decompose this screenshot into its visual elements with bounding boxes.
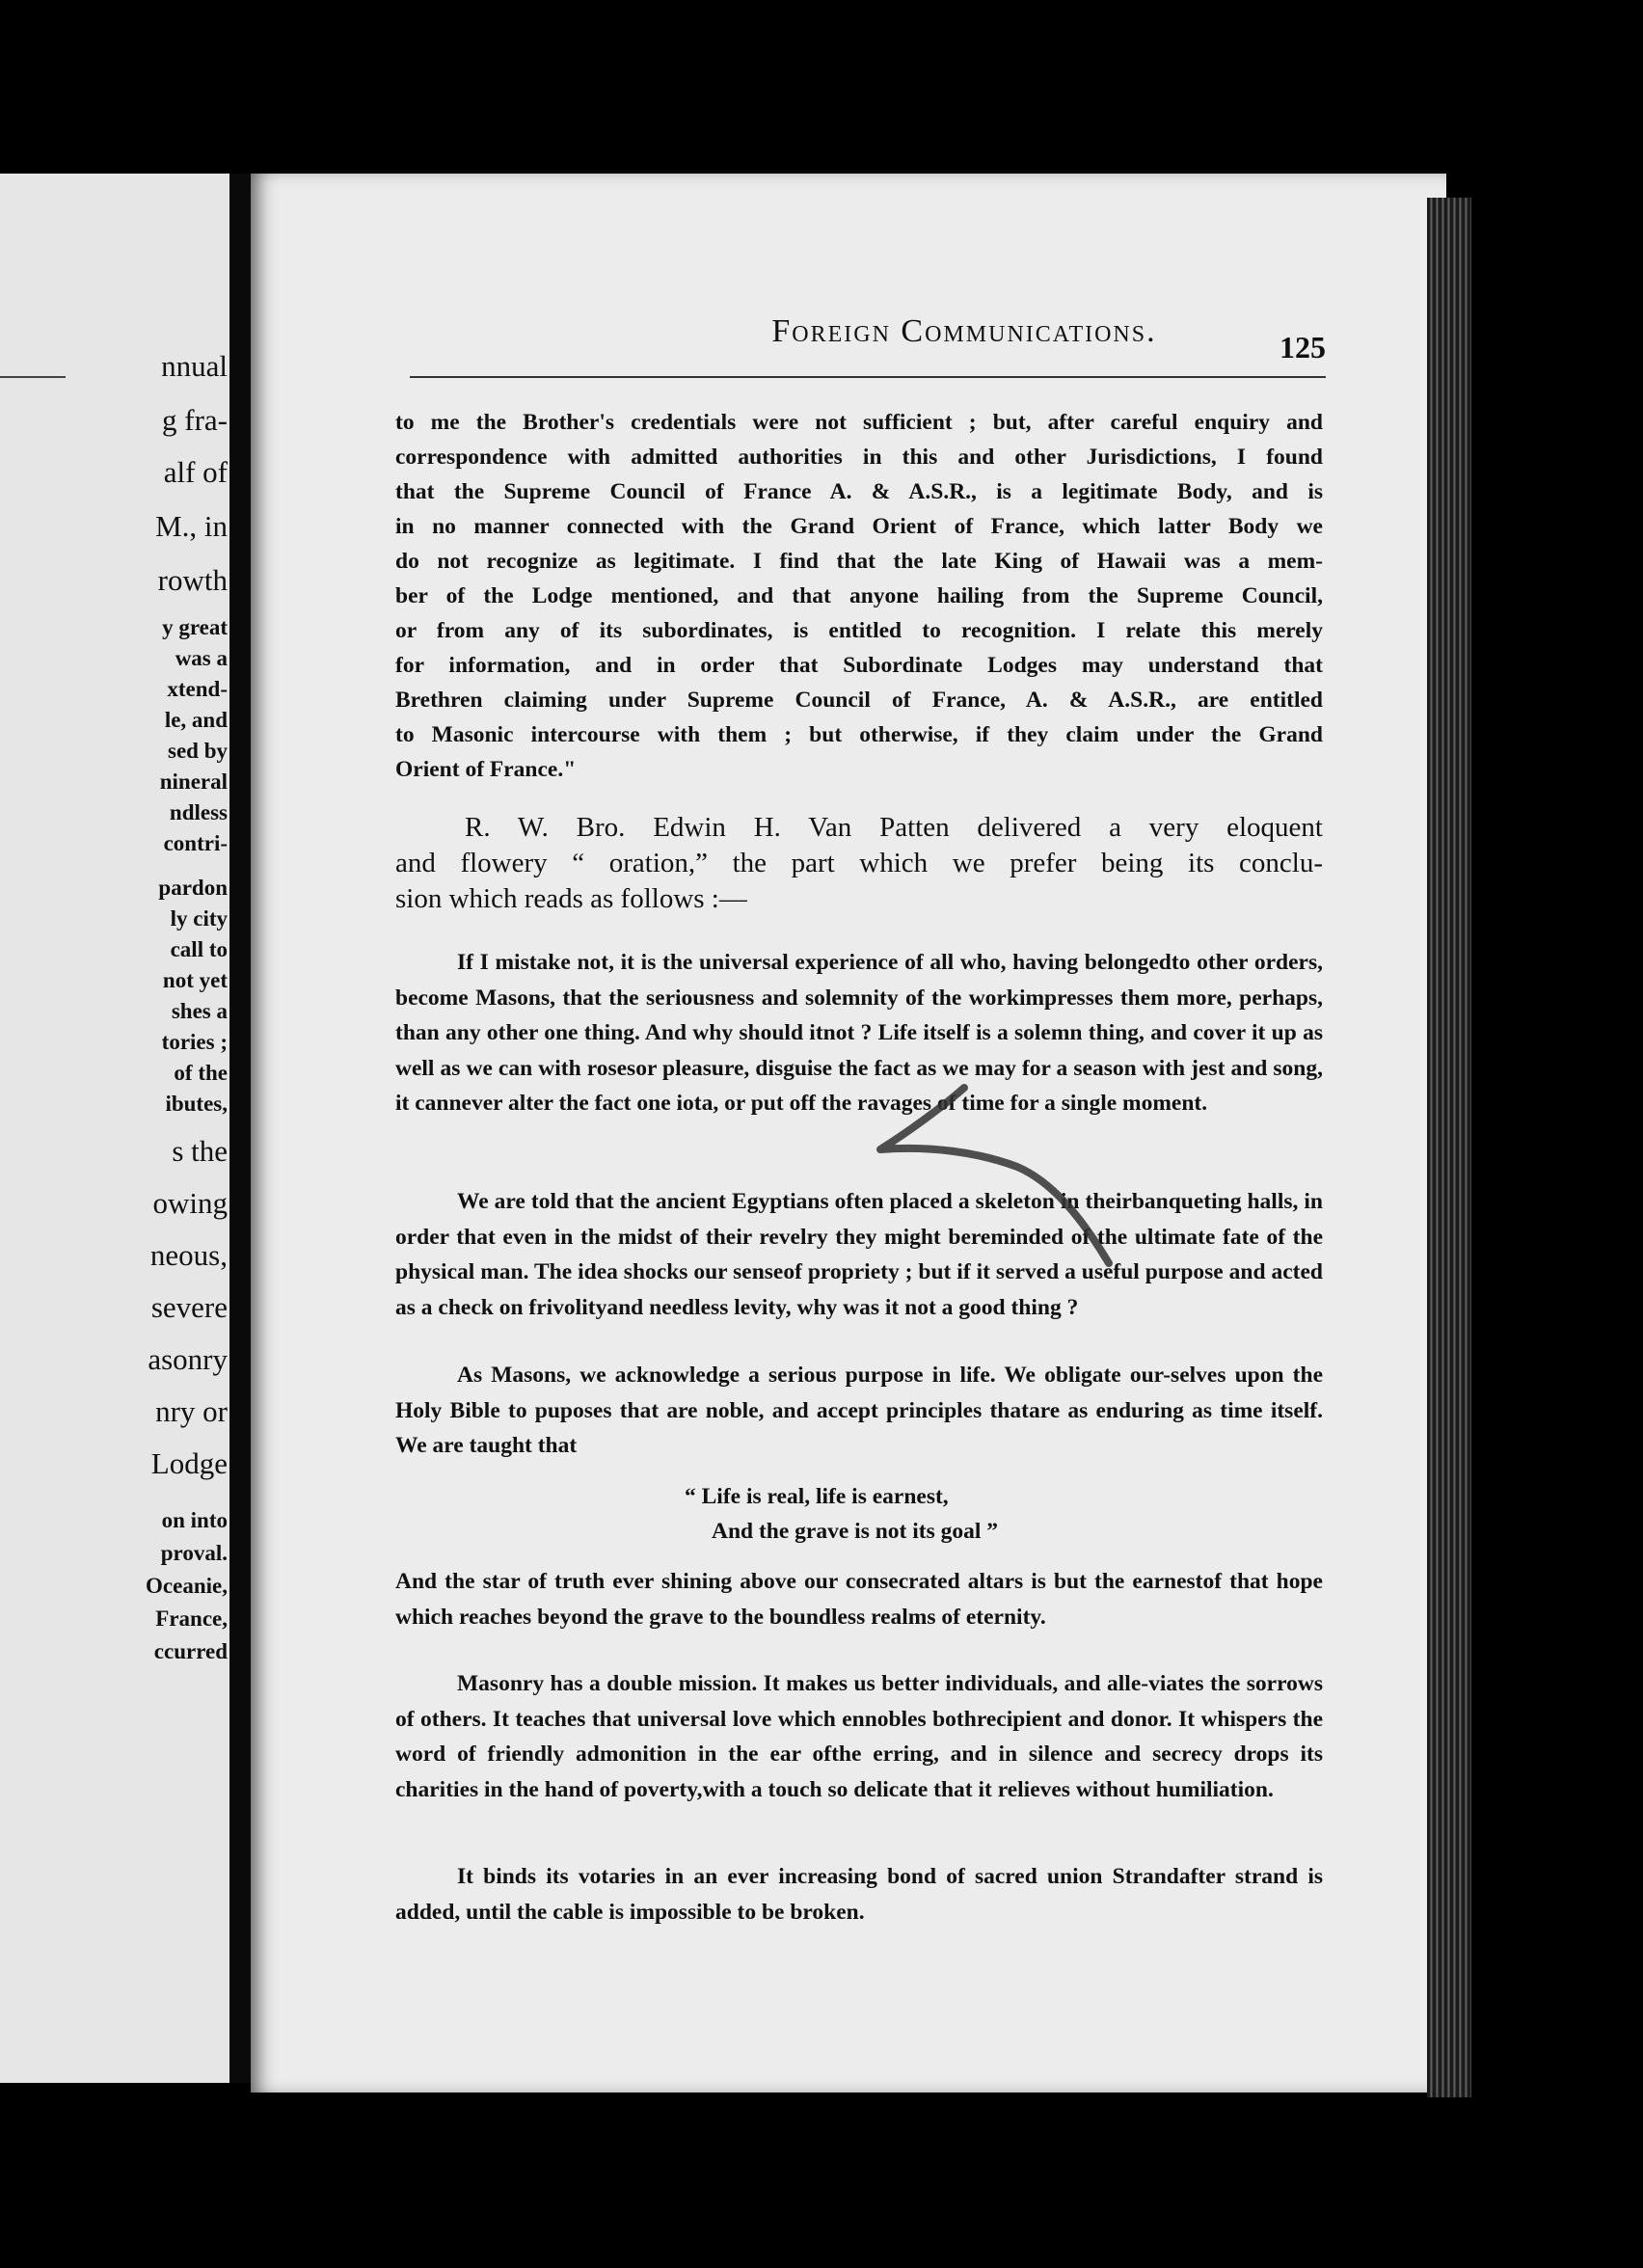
left-page-text-fragment: owing: [152, 1186, 228, 1220]
left-page-text-fragment: rowth: [157, 563, 228, 597]
quote5-line: recipient and donor. It whispers the word of friendly admonition in the ear of: [395, 1706, 1323, 1767]
left-page-text-fragment: contri-: [163, 831, 228, 855]
quote3-line: are as enduring as time itself. We are taught that: [395, 1397, 1323, 1458]
intro-line: correspondence with admitted authorities in this and other Jurisdictions, I found: [395, 445, 1323, 470]
left-page-text-fragment: was a: [175, 646, 228, 670]
main-paragraph: [395, 810, 1323, 917]
main-line: R. W. Bro. Edwin H. Van Patten delivered a very eloquent: [465, 812, 1323, 843]
quote-paragraph-4: [395, 1564, 1323, 1634]
quote1-line: not ? Life itself is a solemn thing, and cover it up as well as we can with roses: [395, 1020, 1324, 1081]
book-gutter: [229, 174, 251, 2083]
left-page-text-fragment: pardon: [158, 876, 228, 900]
left-page-text-fragment: ly city: [170, 906, 228, 931]
quote-paragraph-3: [395, 1358, 1323, 1464]
left-page-text-fragment: s the: [172, 1134, 228, 1168]
quote-paragraph-2: [395, 1184, 1323, 1325]
left-page-text-fragment: le, and: [164, 708, 228, 732]
left-page-text-fragment: severe: [150, 1290, 228, 1324]
quote5-line: viates the sorrows of others. It teaches that universal love which ennobles both: [395, 1671, 1323, 1732]
left-page-text-fragment: tories ;: [161, 1030, 228, 1054]
left-page-text-fragment: M., in: [155, 509, 228, 543]
quote3-line: selves upon the Holy Bible to puposes that are noble, and accept principles that: [395, 1363, 1323, 1423]
left-page-text-fragment: Oceanie,: [146, 1574, 228, 1598]
left-page-header-rule: [0, 376, 66, 378]
left-page-text-fragment: ccurred: [153, 1639, 228, 1663]
page-edges: [1427, 198, 1471, 2097]
intro-line: do not recognize as legitimate. I find that the late King of Hawaii was a mem-: [395, 549, 1323, 574]
intro-line: for information, and in order that Subordinate Lodges may understand that: [395, 653, 1323, 678]
quote6-line: It binds its votaries in an ever increasing bond of sacred union Strand: [457, 1864, 1179, 1889]
poem-quote: [685, 1479, 998, 1549]
intro-line: or from any of its subordinates, is entitled to recognition. I relate this merely: [395, 618, 1323, 643]
left-page-text-fragment: ibutes,: [165, 1092, 228, 1116]
quote4-line: of that hope which reaches beyond the grave to the boundless realms of eternity.: [395, 1569, 1323, 1630]
quote-paragraph-6: [395, 1859, 1323, 1930]
left-page-text-fragment: on into: [161, 1508, 228, 1532]
left-page-text-fragment: Lodge: [150, 1446, 228, 1480]
left-page-text-fragment: asonry: [148, 1342, 228, 1376]
main-line: and flowery “ oration,” the part which we prefer being its conclu-: [395, 848, 1323, 878]
quote2-line: of propriety ; but if it served a useful purpose and acted as a check on frivolity: [395, 1259, 1323, 1320]
quote6-line: after strand is added, until the cable is impossible to be broken.: [395, 1864, 1323, 1925]
quote-paragraph-1: [395, 945, 1323, 1121]
page-number: 125: [1279, 330, 1326, 364]
quote5-line: Masonry has a double mission. It makes us better individuals, and alle-: [457, 1671, 1149, 1696]
left-page-text-fragment: nry or: [155, 1394, 228, 1428]
left-page-text-fragment: France,: [155, 1606, 228, 1631]
left-page-text-fragment: not yet: [162, 968, 228, 992]
main-line: sion which reads as follows :—: [395, 883, 747, 914]
intro-paragraph: [395, 405, 1323, 787]
left-page-text-fragment: y great: [162, 615, 228, 639]
left-page-text-fragment: shes a: [171, 999, 228, 1023]
quote5-line: with a touch so delicate that it relieves without humiliation.: [702, 1776, 1274, 1802]
running-head: [530, 313, 1398, 362]
quote1-line: never alter the fact one iota, or put off the ravages of time for a single moment.: [448, 1091, 1208, 1116]
left-page-text-fragment: alf of: [163, 455, 228, 489]
left-page-text-fragment: ndless: [169, 800, 228, 824]
poem-line-1: “ Life is real, life is earnest,: [685, 1484, 949, 1509]
left-page-text-fragment: of the: [174, 1061, 228, 1085]
quote2-line: We are told that the ancient Egyptians often placed a skeleton in their: [457, 1189, 1132, 1214]
intro-line: ber of the Lodge mentioned, and that anyone hailing from the Supreme Council,: [395, 583, 1323, 608]
quote1-line: If I mistake not, it is the universal experience of all who, having belonged: [457, 950, 1172, 975]
left-page-text-fragment: xtend-: [167, 677, 228, 701]
quote1-line: to other orders, become Masons, that the seriousness and solemnity of the work: [395, 950, 1323, 1011]
intro-line: Brethren claiming under Supreme Council of France, A. & A.S.R., are entitled: [395, 688, 1323, 713]
quote2-line: and needless levity, why was it not a good thing ?: [606, 1294, 1079, 1320]
intro-line: to me the Brother's credentials were not sufficient ; but, after careful enquiry and: [395, 410, 1323, 435]
intro-line: Orient of France.": [395, 757, 577, 782]
left-page-text-fragment: neous,: [149, 1238, 228, 1272]
quote5-line: the erring, and in silence and secrecy drops its charities in the hand of poverty,: [395, 1742, 1323, 1802]
left-page-text-fragment: call to: [170, 937, 228, 961]
left-page-fragment: [0, 174, 229, 2083]
quote2-line: banqueting halls, in order that even in the midst of their revelry they might be: [395, 1189, 1323, 1250]
quote4-line: And the star of truth ever shining above our consecrated altars is but the earnest: [395, 1569, 1203, 1594]
left-page-text-fragment: proval.: [160, 1541, 228, 1565]
book-page: [251, 174, 1446, 2092]
intro-line: that the Supreme Council of France A. & A.S.R., is a legitimate Body, and is: [395, 479, 1323, 504]
quote1-line: impresses them more, perhaps, than any other one thing. And why should it: [395, 985, 1323, 1045]
left-page-text-fragment: nineral: [159, 770, 228, 794]
page-header-title: Foreign Communications.: [771, 313, 1157, 349]
quote1-line: or pleasure, disguise the fact as we may for a season with jest and song, it can: [395, 1055, 1323, 1116]
quote2-line: reminded of the ultimate fate of the physical man. The idea shocks our sense: [395, 1224, 1323, 1284]
quote-paragraph-5: [395, 1666, 1323, 1807]
intro-line: in no manner connected with the Grand Orient of France, which latter Body we: [395, 514, 1323, 539]
header-rule: [410, 376, 1326, 378]
poem-line-2: And the grave is not its goal ”: [712, 1519, 999, 1544]
left-page-text-fragment: sed by: [168, 739, 228, 763]
left-page-text-fragment: nnual: [161, 349, 228, 383]
intro-line: to Masonic intercourse with them ; but otherwise, if they claim under the Grand: [395, 722, 1323, 747]
left-page-text-fragment: g fra-: [162, 403, 228, 437]
pencil-annotation-mark: [873, 1070, 1162, 1273]
quote3-line: As Masons, we acknowledge a serious purpose in life. We obligate our-: [457, 1363, 1172, 1388]
